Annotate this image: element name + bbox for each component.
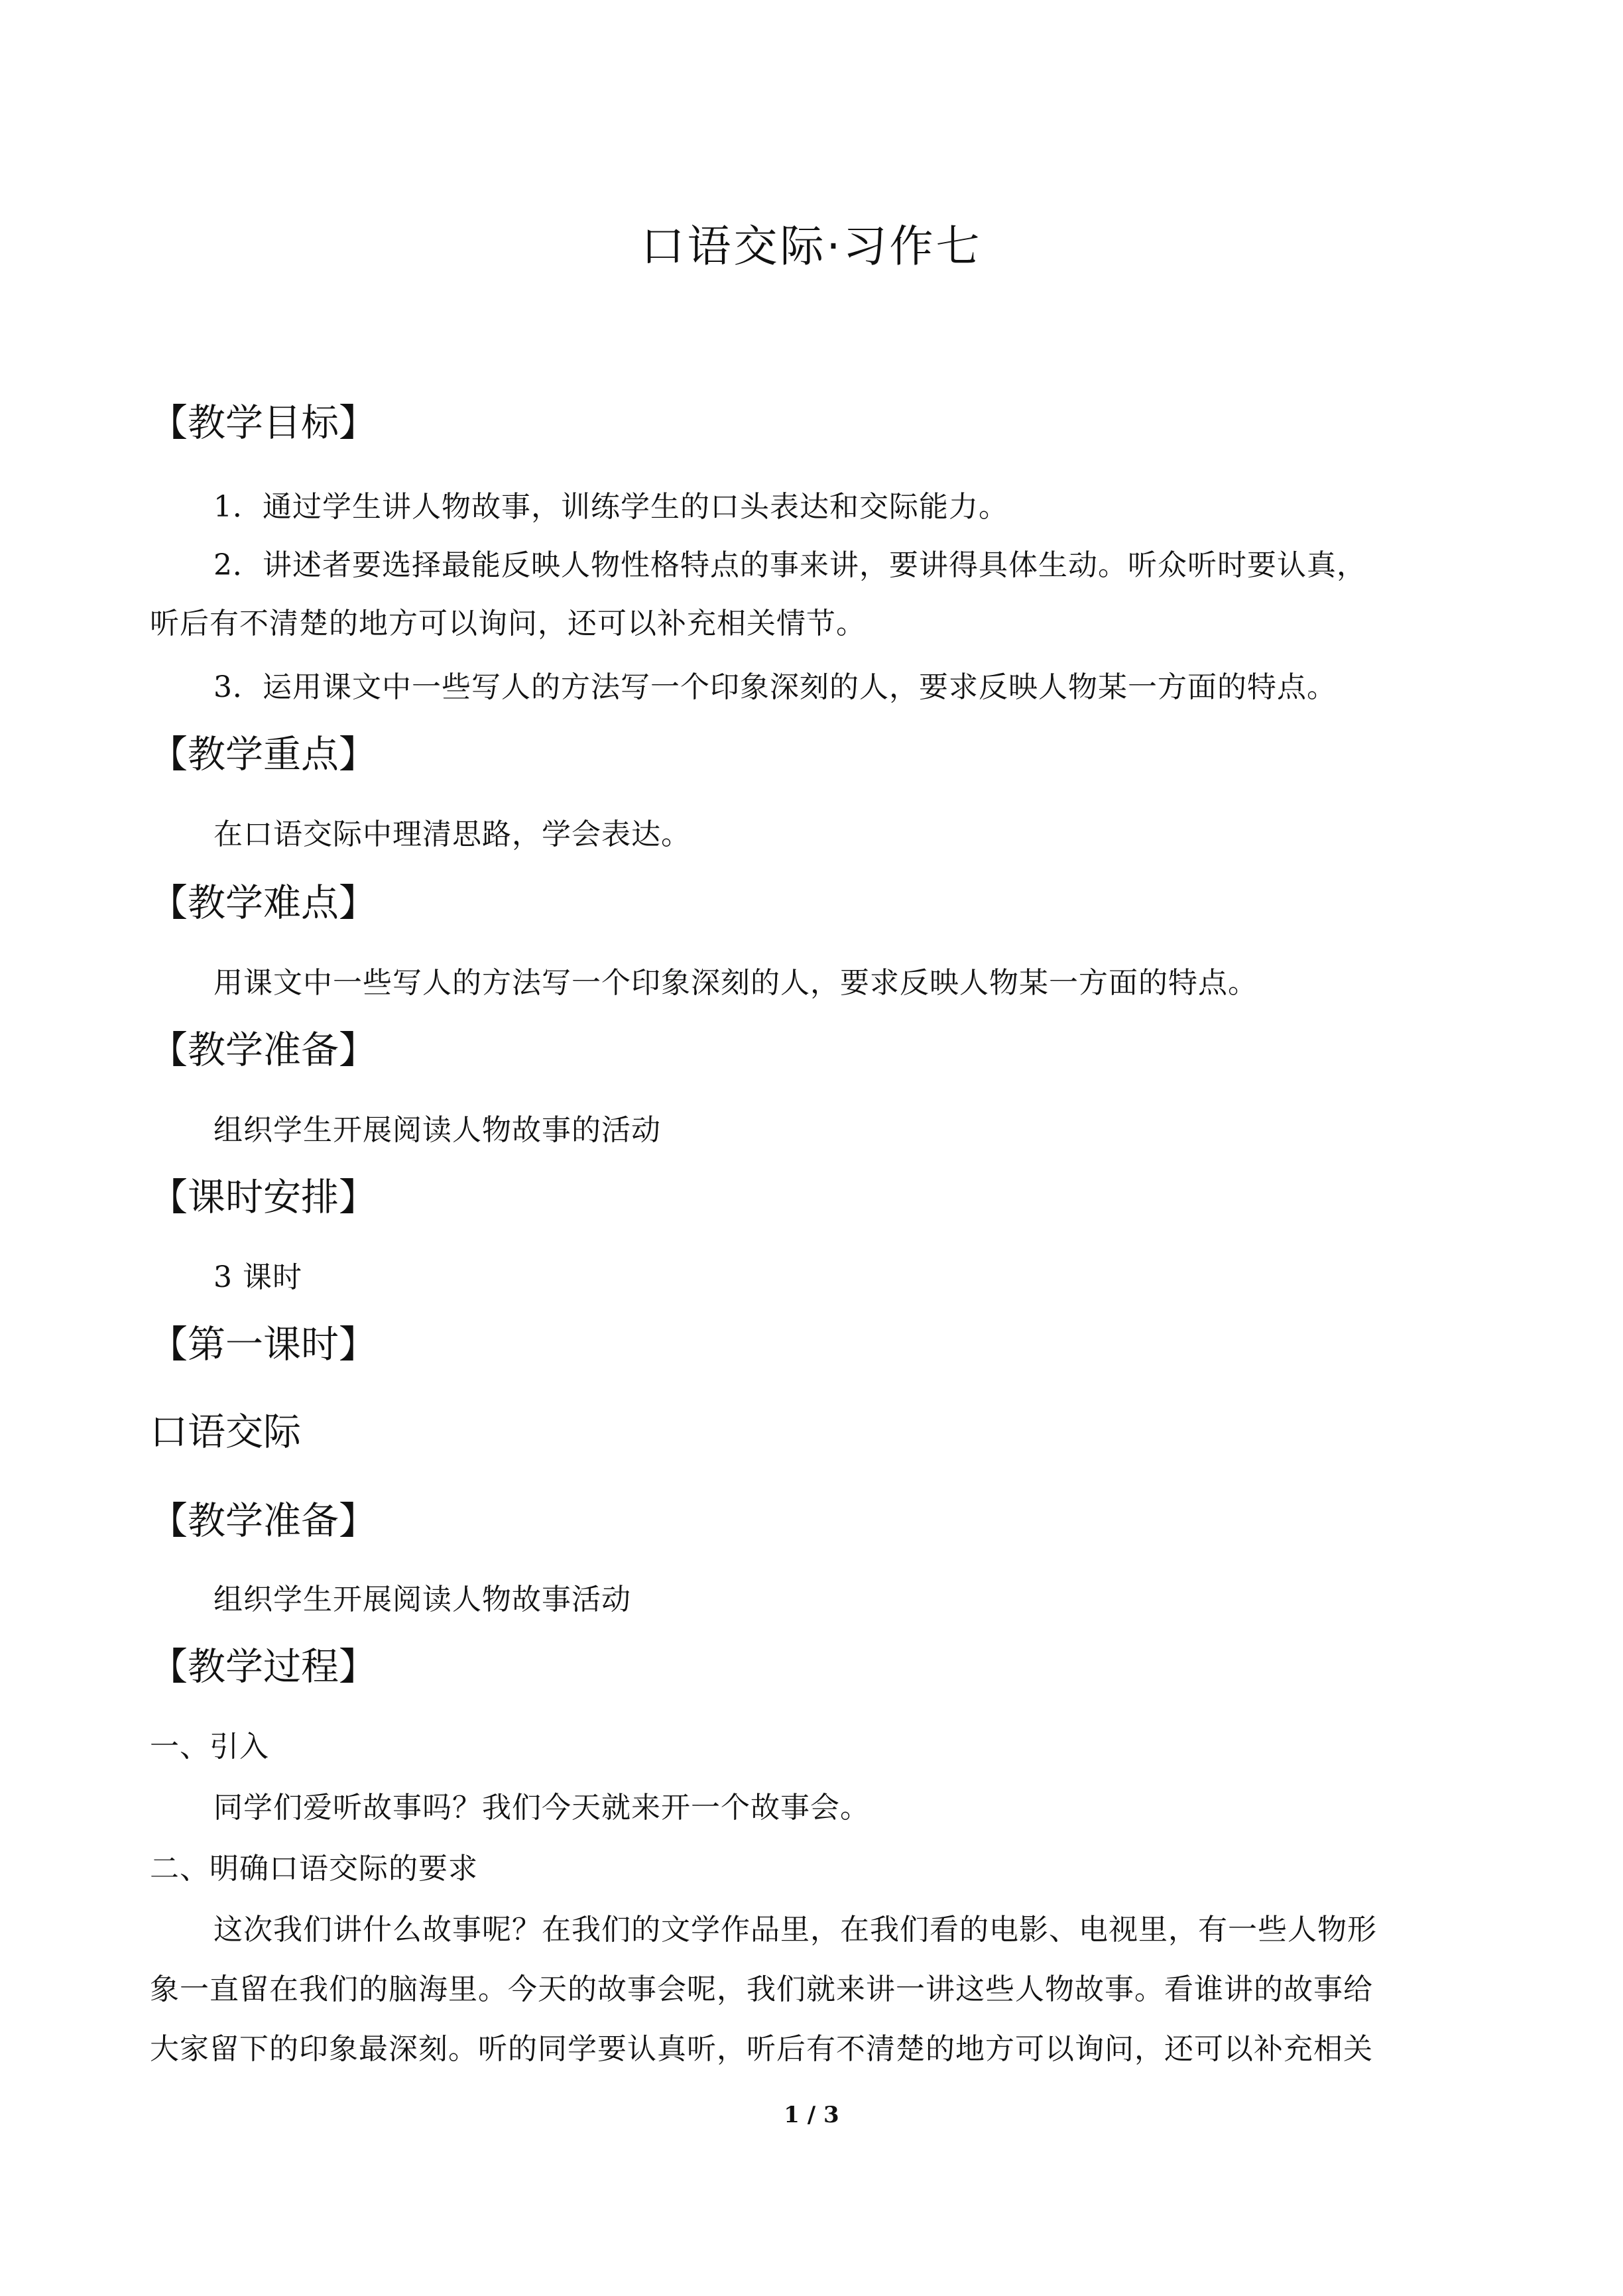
process-step-2-line-1: 这次我们讲什么故事呢？在我们的文学作品里，在我们看的电影、电视里，有一些人物形 bbox=[213, 1913, 1377, 1947]
lesson-preparation-text: 组织学生开展阅读人物故事活动 bbox=[213, 1583, 631, 1616]
page-number: 1 / 3 bbox=[784, 2102, 839, 2128]
heading-lesson-preparation: 【教学准备】 bbox=[150, 1499, 377, 1543]
process-step-2-line-3: 大家留下的印象最深刻。听的同学要认真听，听后有不清楚的地方可以询问，还可以补充相关 bbox=[150, 2032, 1373, 2066]
heading-teaching-process: 【教学过程】 bbox=[150, 1645, 377, 1689]
lesson-one-subtitle: 口语交际 bbox=[150, 1410, 301, 1454]
goal-item-2-line-1: 2．讲述者要选择最能反映人物性格特点的事来讲，要讲得具体生动。听众听时要认真， bbox=[213, 548, 1366, 582]
key-points-text: 在口语交际中理清思路，学会表达。 bbox=[213, 817, 691, 851]
difficulties-text: 用课文中一些写人的方法写一个印象深刻的人，要求反映人物某一方面的特点。 bbox=[213, 966, 1258, 1000]
goal-item-3: 3．运用课文中一些写人的方法写一个印象深刻的人，要求反映人物某一方面的特点。 bbox=[213, 670, 1337, 704]
heading-key-points: 【教学重点】 bbox=[150, 733, 377, 776]
schedule-text: 3 课时 bbox=[213, 1260, 302, 1294]
heading-teaching-goals: 【教学目标】 bbox=[150, 401, 377, 445]
heading-lesson-one: 【第一课时】 bbox=[150, 1323, 377, 1366]
heading-schedule: 【课时安排】 bbox=[150, 1176, 377, 1219]
preparation-text: 组织学生开展阅读人物故事的活动 bbox=[213, 1113, 661, 1147]
process-step-2-line-2: 象一直留在我们的脑海里。今天的故事会呢，我们就来讲一讲这些人物故事。看谁讲的故事给 bbox=[150, 1972, 1373, 2006]
heading-preparation: 【教学准备】 bbox=[150, 1028, 377, 1072]
process-step-1: 一、引入 bbox=[150, 1730, 269, 1764]
process-step-2: 二、明确口语交际的要求 bbox=[150, 1852, 478, 1886]
process-step-1-text: 同学们爱听故事吗？我们今天就来开一个故事会。 bbox=[213, 1791, 870, 1825]
heading-difficulties: 【教学难点】 bbox=[150, 881, 377, 925]
goal-item-1: 1．通过学生讲人物故事，训练学生的口头表达和交际能力。 bbox=[213, 490, 1008, 524]
goal-item-2-line-2: 听后有不清楚的地方可以询问，还可以补充相关情节。 bbox=[150, 607, 866, 640]
document-title: 口语交际·习作七 bbox=[640, 221, 983, 272]
